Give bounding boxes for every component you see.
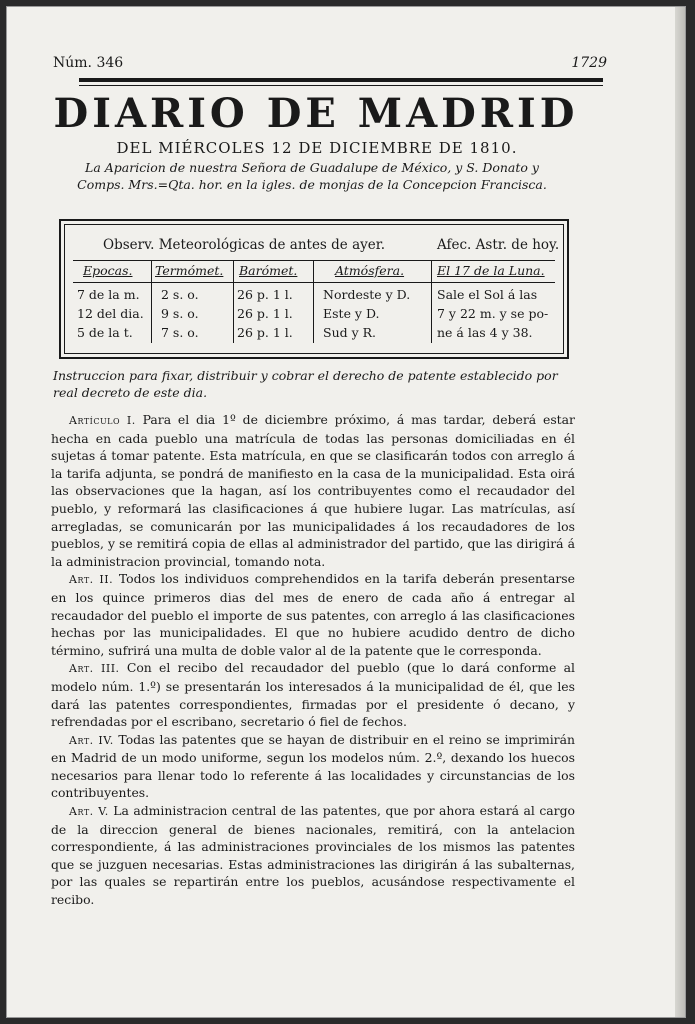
masthead-rule-thin [79, 85, 603, 86]
cell-epoca: 12 del dia. [77, 306, 144, 321]
cell-atmosfera: Nordeste y D. [323, 287, 411, 302]
cell-epoca: 7 de la m. [77, 287, 140, 302]
article-text: Para el dia 1º de diciembre próximo, á mas tardar, deberá estar hecha en cada pueblo una matrícula de todas las personas domiciliadas en él sujetas á tomar patente. Esta matrícula, en que se clasificarán todos con arreglo á la tarifa adjunta, se pondrá de manifiesto en la casa de la municipalidad. Esta oirá las observaciones que la hagan, así los contribuyentes como el recaudador del pueblo, y reformará las clasificaciones á que hubiere lugar. Las matrículas, así arregladas, se comunicarán por las municipalidades á los recaudadores de los pueblos, y se remitirá copia de ellas al administrador del partido, que las dirigirá á la administracion provincial, tomando nota. [51, 412, 575, 569]
instruction-heading: Instruccion para fixar, distribuir y cobrar el derecho de patente establecido por real decreto de este dia. [53, 368, 558, 400]
column-header: Barómet. [239, 263, 298, 278]
column-header: Atmósfera. [335, 263, 405, 278]
article-body [51, 411, 575, 909]
article-paragraph [51, 731, 575, 802]
article-paragraph [51, 570, 575, 659]
weather-table-inner-border [64, 224, 564, 354]
cell-luna: Sale el Sol á las [437, 287, 538, 302]
article-label: Art. III. [69, 662, 120, 676]
article-label: Art. V. [69, 805, 109, 819]
article-text: La administracion central de las patentes, que por ahora estará al cargo de la direccion general de bienes nacionales, remitirá, con la antelacion correspondiente, á las administraciones provinciales de los mismos las patentes que se juzguen necesarias. Estas administraciones las dirigirán á las subalternas, por las quales se repartirán entre los pueblos, acusándose respectivamente el recibo. [51, 803, 575, 908]
column-header: El 17 de la Luna. [437, 263, 545, 278]
column-separator [431, 260, 432, 343]
cell-termometro: 9 s. o. [161, 306, 199, 321]
astro-title: Afec. Astr. de hoy. [437, 237, 560, 253]
article-paragraph [51, 802, 575, 909]
cell-barometro: 26 p. 1 l. [237, 287, 293, 302]
masthead-rule [79, 78, 603, 82]
column-separator [233, 260, 234, 343]
article-label: Art. II. [69, 573, 114, 587]
weather-title: Observ. Meteorológicas de antes de ayer. [103, 237, 386, 253]
article-label: Art. IV. [69, 733, 114, 747]
cell-luna: ne á las 4 y 38. [437, 325, 533, 340]
article-text: Todas las patentes que se hayan de distribuir en el reino se imprimirán en Madrid de un modo uniforme, segun los modelos núm. 2.º, dexando los huecos necesarios para llenar todo lo referente á las localidades y circunstancias de los contribuyentes. [51, 731, 575, 801]
feast-note: La Aparicion de nuestra Señora de Guadalupe de México, y S. Donato y Comps. Mrs.=Qta. hor. en la igles. de monjas de la Concepcion Francisca. [77, 160, 547, 192]
page-number: 1729 [571, 55, 607, 71]
article-text: Con el recibo del recaudador del pueblo (que lo dará conforme al modelo núm. 1.º) se presentarán los interesados á la municipalidad de él, que les dará las patentes correspondientes, firmadas por el presidente ó decano, y refrendadas por el escribano, secretario ó fiel de fechos. [51, 660, 575, 730]
cell-luna: 7 y 22 m. y se po- [437, 306, 549, 321]
article-paragraph [51, 659, 575, 730]
weather-table [59, 219, 569, 359]
cell-termometro: 7 s. o. [161, 325, 199, 340]
issue-number: Núm. 346 [53, 55, 124, 71]
cell-termometro: 2 s. o. [161, 287, 199, 302]
cell-barometro: 26 p. 1 l. [237, 306, 293, 321]
page-edge-shadow [675, 7, 685, 1017]
header-rule-lower [73, 282, 555, 283]
header-rule [73, 260, 555, 261]
column-separator [151, 260, 152, 343]
cell-atmosfera: Sud y R. [323, 325, 377, 340]
masthead-title: DIARIO DE MADRID [53, 90, 579, 137]
column-separator [313, 260, 314, 343]
dateline: DEL MIÉRCOLES 12 DE DICIEMBRE DE 1810. [116, 139, 518, 157]
article-text: Todos los individuos comprehendidos en la tarifa deberán presentarse en los quince primeros dias del mes de enero de cada año á entregar al recaudador del pueblo el importe de sus patentes, con arreglo á las clasificaciones hechas por las municipalidades. El que no hubiere acudido dentro de dicho término, sufrirá una multa de doble valor al de la patente que le corresponda. [51, 571, 576, 658]
newspaper-page [6, 6, 686, 1018]
cell-barometro: 26 p. 1 l. [237, 325, 293, 340]
article-paragraph [51, 411, 575, 570]
issue-header [51, 55, 607, 75]
article-label: Artículo I. [69, 414, 136, 427]
cell-epoca: 5 de la t. [77, 325, 133, 340]
cell-atmosfera: Este y D. [323, 306, 380, 321]
column-header: Termómet. [155, 263, 224, 278]
column-header: Epocas. [83, 263, 133, 278]
